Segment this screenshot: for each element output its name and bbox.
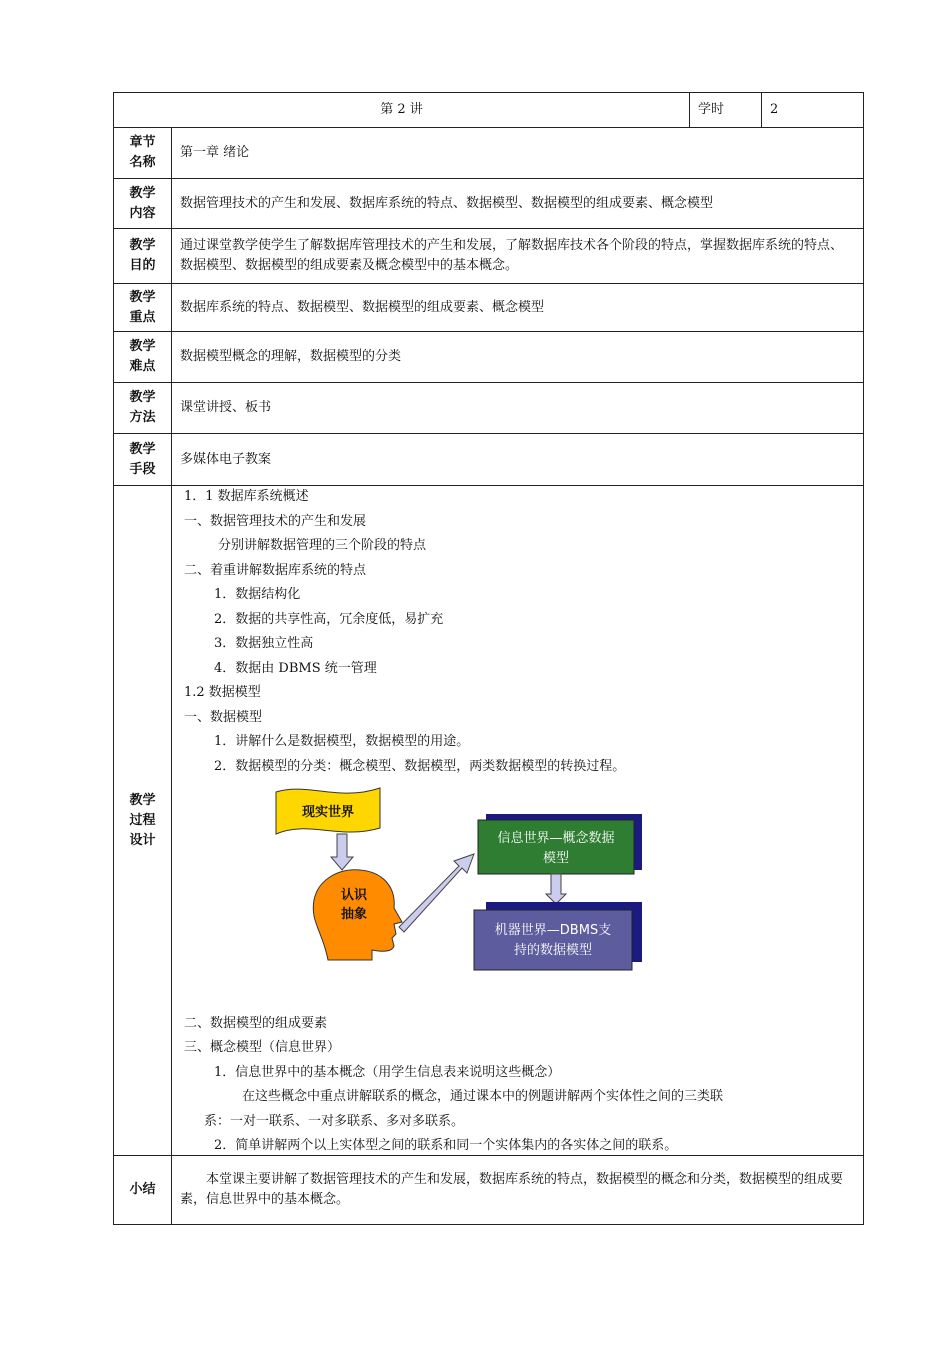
machine-world-box [474, 910, 632, 970]
summary-content: 本堂课主要讲解了数据管理技术的产生和发展，数据库系统的特点，数据模型的概念和分类，数据模型的组成要素，信息世界中的基本概念。 [172, 1156, 864, 1225]
info-world-label-1: 信息世界—概念数据 [497, 831, 615, 846]
header-row [114, 93, 864, 128]
teaching-means: 多媒体电子教案 [172, 434, 864, 486]
process-line: 1.2 数据模型 [184, 685, 261, 700]
row-chapter [114, 128, 864, 179]
row-focus [114, 284, 864, 332]
row-summary [114, 1156, 864, 1225]
diagonal-arrow-icon [399, 854, 474, 932]
row-key: 教学 重点 [114, 284, 172, 332]
process-line: 系：一对一联系、一对多联系、多对多联系。 [204, 1114, 465, 1129]
teaching-focus: 数据库系统的特点、数据模型、数据模型的组成要素、概念模型 [172, 284, 864, 332]
row-key: 教学 内容 [114, 179, 172, 229]
row-goal [114, 229, 864, 284]
teaching-method: 课堂讲授、板书 [172, 383, 864, 434]
teaching-difficulty: 数据模型概念的理解，数据模型的分类 [172, 332, 864, 383]
row-key: 教学 方法 [114, 383, 172, 434]
lesson-plan [113, 92, 863, 1225]
row-key: 教学 难点 [114, 332, 172, 383]
process-line: 1．讲解什么是数据模型，数据模型的用途。 [214, 734, 470, 749]
row-key: 教学 目的 [114, 229, 172, 284]
machine-world-label-1: 机器世界—DBMS支 [494, 923, 612, 938]
process-line: 3．数据独立性高 [214, 636, 314, 651]
process-key: 教学 过程 设计 [114, 486, 172, 1156]
process-line: 4．数据由 DBMS 统一管理 [214, 661, 377, 676]
row-key: 章节 名称 [114, 128, 172, 179]
real-world-label: 现实世界 [301, 805, 355, 820]
teaching-goal: 通过课堂教学使学生了解数据库管理技术的产生和发展，了解数据库技术各个阶段的特点，掌握数据库系统的特点、数据模型、数据模型的组成要素及概念模型中的基本概念。 [172, 229, 864, 284]
row-difficulty [114, 332, 864, 383]
process-line: 2．数据模型的分类：概念模型、数据模型，两类数据模型的转换过程。 [214, 759, 626, 774]
process-line: 在这些概念中重点讲解联系的概念，通过课本中的例题讲解两个实体性之间的三类联 [242, 1089, 724, 1104]
lesson-plan-table [113, 92, 864, 1225]
chapter-name: 第一章 绪论 [172, 128, 864, 179]
process-line: 2．数据的共享性高，冗余度低，易扩充 [214, 612, 444, 627]
row-content [114, 179, 864, 229]
process-line: 一、数据模型 [184, 710, 263, 725]
row-means [114, 434, 864, 486]
head-label-2: 抽象 [340, 907, 368, 922]
row-process [114, 486, 864, 1156]
process-content [172, 486, 864, 1156]
process-line: 1．数据结构化 [214, 587, 301, 602]
row-method [114, 383, 864, 434]
process-line: 分别讲解数据管理的三个阶段的特点 [218, 538, 427, 553]
process-line: 1．信息世界中的基本概念（用学生信息表来说明这些概念） [214, 1065, 561, 1080]
process-line: 二、着重讲解数据库系统的特点 [184, 563, 367, 578]
data-model-diagram [268, 782, 728, 982]
lecture-title: 第 2 讲 [114, 93, 690, 128]
teaching-content: 数据管理技术的产生和发展、数据库系统的特点、数据模型、数据模型的组成要素、概念模型 [172, 179, 864, 229]
process-line: 三、概念模型（信息世界） [184, 1040, 341, 1055]
process-line: 2．简单讲解两个以上实体型之间的联系和同一个实体集内的各实体之间的联系。 [214, 1138, 678, 1153]
row-key: 教学 手段 [114, 434, 172, 486]
summary-key: 小结 [114, 1156, 172, 1225]
down-arrow-icon [331, 834, 353, 870]
info-world-label-2: 模型 [542, 851, 570, 866]
hours-value: 2 [762, 93, 864, 128]
short-down-arrow-icon [546, 874, 566, 904]
machine-world-label-2: 持的数据模型 [513, 943, 593, 958]
process-line: 一、数据管理技术的产生和发展 [184, 514, 367, 529]
head-label-1: 认识 [340, 888, 368, 903]
process-line: 1．1 数据库系统概述 [184, 489, 309, 504]
process-line: 二、数据模型的组成要素 [184, 1016, 328, 1031]
hours-label: 学时 [690, 93, 762, 128]
